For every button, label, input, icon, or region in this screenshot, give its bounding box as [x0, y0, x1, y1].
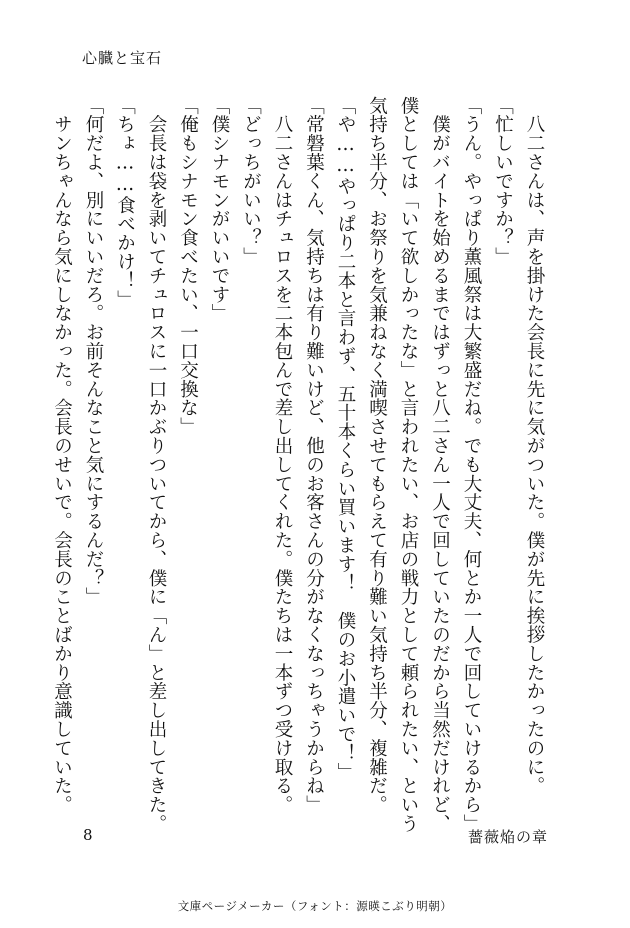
running-header-book-title: 心臓と宝石 [82, 49, 163, 67]
text-line: 僕がバイトを始めるまではずっと八二さん一人で回していたのだから当然だけれど、 [429, 96, 451, 834]
vertical-body-text [51, 96, 550, 834]
text-line: 会長は袋を剥いてチュロスに一口かぶりついてから、僕に「ん」と差し出してきた。 [146, 96, 167, 834]
text-line: 「僕シナモンがいいです」 [209, 96, 230, 323]
text-line: 「何だよ、別にいいだろ。お前そんなこと気にするんだ？」 [83, 96, 104, 607]
text-line: 八二さんはチュロスを二本包んで差し出してくれた。僕たちは一本ずつ受け取る。 [272, 96, 293, 815]
text-line: サンちゃんなら気にしなかった。会長のせいで。会長のことばかり意識していた。 [51, 96, 73, 815]
text-line: 「どっちがいい？」 [240, 96, 262, 267]
text-line: 「ちょ……食べかけ！」 [114, 96, 136, 309]
generator-credit: 文庫ページメーカー（フォント：源暎こぶり明朝） [177, 899, 453, 913]
text-line: 八二さんは、声を掛けた会長に先に気がついた。僕が先に挨拶したかったのに。 [524, 96, 545, 796]
text-line: 「俺もシナモン食べたい、一口交換な」 [177, 96, 199, 437]
text-line: 「や……やっぱり二本と言わず、五十本くらい買います！ 僕のお小遣いで！」 [335, 96, 356, 782]
text-line: 「うん。やっぱり薫風祭は大繁盛だね。でも大丈夫、何とか一人で回していけるから」 [461, 96, 482, 834]
text-line: 僕としては「いて欲しかったな」と言われたい、お店の戦力として頼られたい、という [398, 96, 419, 834]
text-line: 気持ち半分、お祭りを気兼ねなく満喫させてもらえて有り難い気持ち半分、複雑だ。 [366, 96, 388, 815]
text-line: 「常磐葉くん、気持ちは有り難いけど、他のお客さんの分がなくなっちゃうからね」 [303, 96, 325, 815]
page-number: 8 [83, 826, 93, 844]
chapter-title: 薔薇焔の章 [467, 828, 548, 846]
text-line: 「忙しいですか？」 [492, 96, 514, 267]
